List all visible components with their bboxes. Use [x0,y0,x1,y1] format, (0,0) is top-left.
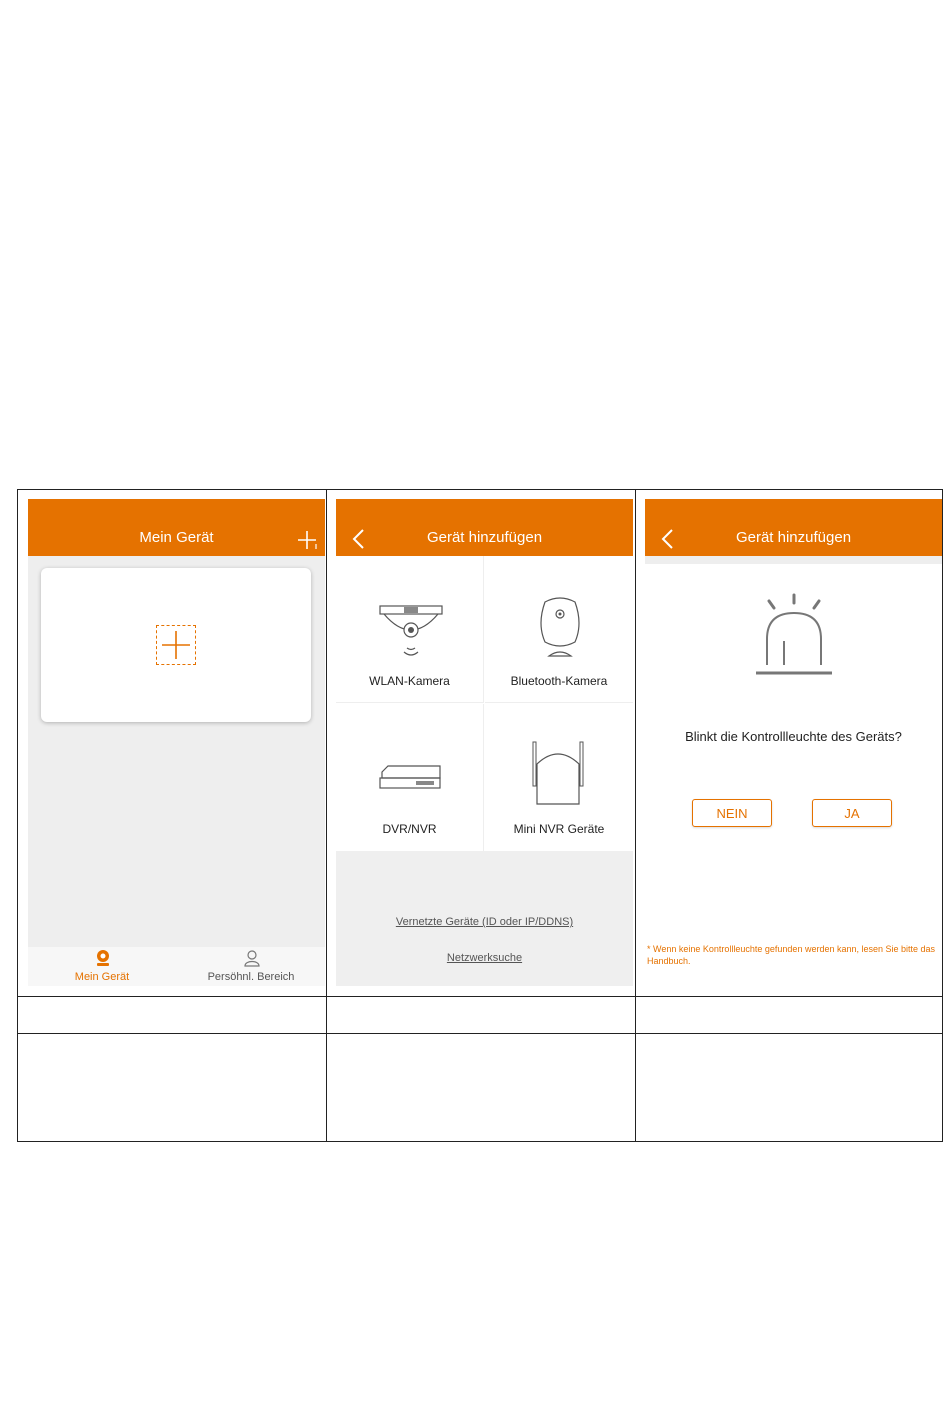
yes-button[interactable]: JA [812,799,892,827]
table-divider [18,996,942,997]
device-label: WLAN-Kamera [369,674,450,688]
header-bar [645,499,942,556]
device-tile-bluetooth-camera[interactable] [485,556,633,703]
tab-my-device[interactable] [28,947,176,986]
header-bar [336,499,633,556]
device-label: DVR/NVR [382,822,437,836]
manual-hint: * Wenn keine Kontrollleuchte gefunden werden kann, lesen Sie bitte das Handbuch. [647,944,936,966]
beacon-light-icon [753,591,835,677]
add-device-screen [336,499,633,986]
device-tile-dvr-nvr[interactable] [336,704,484,851]
my-devices-screen [28,499,325,986]
bottom-tab-bar [28,947,325,986]
header-divider [645,556,942,564]
link-area [336,851,633,986]
dvr-icon [378,764,442,792]
page-title: Gerät hinzufügen [735,529,852,546]
table-divider [18,1033,942,1034]
networked-devices-link[interactable]: Vernetzte Geräte (ID oder IP/DDNS) [395,916,574,928]
cube-camera-icon [535,596,585,662]
blink-question: Blinkt die Kontrollleuchte des Geräts? [685,729,902,744]
page-title: Gerät hinzufügen [426,529,543,546]
add-device-button[interactable] [156,625,196,665]
device-label: Bluetooth-Kamera [510,674,608,688]
screenshot-table [17,489,943,1142]
indicator-check-screen [645,499,942,986]
page-title: Mein Gerät [139,529,214,546]
device-tile-mini-nvr[interactable] [485,704,633,851]
no-button[interactable]: NEIN [692,799,772,827]
table-divider [326,490,327,1141]
person-icon [243,949,261,967]
table-divider [635,490,636,1141]
tab-label: Persöhnl. Bereich [207,971,295,983]
tab-label: Mein Gerät [74,971,130,983]
dome-camera-icon [378,604,444,664]
network-search-link[interactable]: Netzwerksuche [446,952,523,964]
camera-icon [94,949,112,967]
header-bar [28,499,325,556]
tab-personal-area[interactable] [177,947,325,986]
add-icon[interactable] [296,529,318,551]
device-tile-wlan-camera[interactable] [336,556,484,703]
add-device-card[interactable] [41,568,311,722]
plus-icon [157,626,195,664]
device-label: Mini NVR Geräte [513,822,605,836]
mini-nvr-icon [525,734,591,810]
